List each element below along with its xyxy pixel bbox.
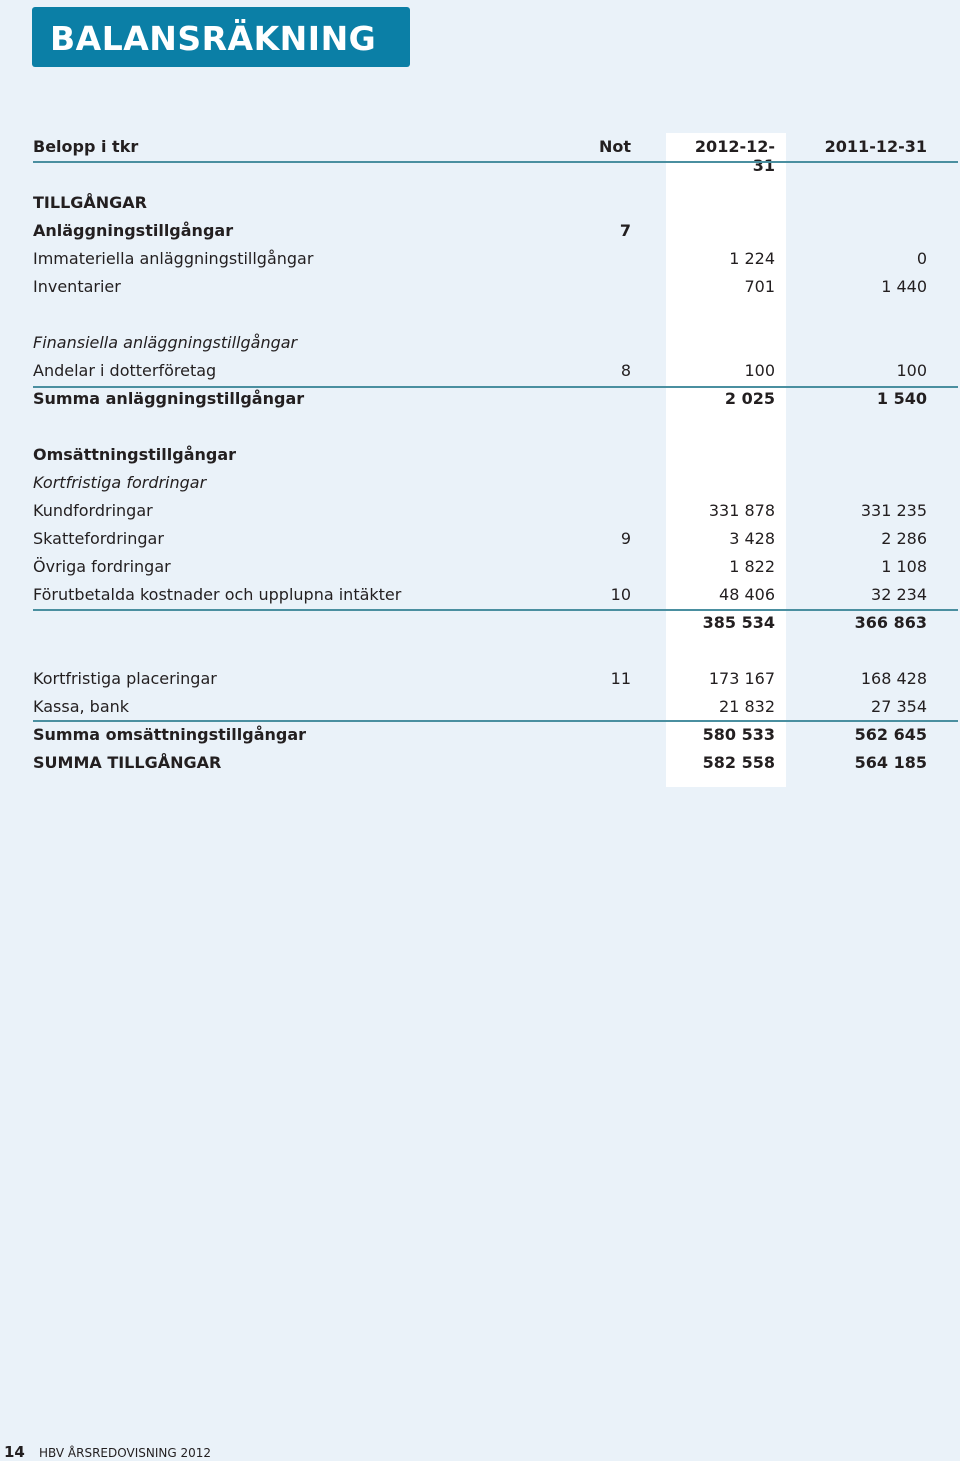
row-value-2012: 173 167 bbox=[708, 669, 775, 688]
row-value-2012: 48 406 bbox=[719, 585, 775, 604]
row-value-2011: 0 bbox=[916, 249, 927, 268]
row-label: Andelar i dotterföretag bbox=[33, 361, 217, 380]
row-note: 9 bbox=[620, 529, 631, 548]
row-value-2011: 2 286 bbox=[881, 529, 927, 548]
row-label: Kundfordringar bbox=[33, 501, 153, 520]
table-header-row bbox=[33, 133, 958, 175]
row-label: Anläggningstillgångar bbox=[33, 221, 234, 240]
row-label: Inventarier bbox=[33, 277, 121, 296]
row-note: 8 bbox=[620, 361, 631, 380]
row-label: Immateriella anläggningstillgångar bbox=[33, 249, 314, 268]
header-amount-label: Belopp i tkr bbox=[33, 137, 139, 156]
row-value-2011: 27 354 bbox=[871, 697, 927, 716]
row-value-2011: 562 645 bbox=[854, 725, 927, 744]
row-value-2011: 1 108 bbox=[881, 557, 927, 576]
table-row bbox=[33, 273, 958, 301]
row-value-2011: 564 185 bbox=[854, 753, 927, 772]
row-value-2012: 1 822 bbox=[729, 557, 775, 576]
header-rule bbox=[33, 161, 958, 163]
table-row-fixed-assets-heading bbox=[33, 217, 958, 245]
row-note: 7 bbox=[619, 221, 631, 240]
table-row bbox=[33, 497, 958, 525]
row-value-2012: 1 224 bbox=[729, 249, 775, 268]
row-value-2011: 1 440 bbox=[881, 277, 927, 296]
row-label: TILLGÅNGAR bbox=[33, 193, 147, 212]
table-row bbox=[33, 665, 958, 693]
table-row-subtotal bbox=[33, 721, 958, 749]
row-value-2012: 331 878 bbox=[708, 501, 775, 520]
row-note: 11 bbox=[610, 669, 631, 688]
row-label: Kortfristiga placeringar bbox=[33, 669, 217, 688]
row-value-2011: 32 234 bbox=[871, 585, 927, 604]
row-value-2012: 100 bbox=[744, 361, 775, 380]
row-value-2012: 701 bbox=[744, 277, 775, 296]
table-row bbox=[33, 553, 958, 581]
publication-name: HBV ÅRSREDOVISNING 2012 bbox=[39, 1446, 211, 1460]
row-label: Skattefordringar bbox=[33, 529, 164, 548]
row-label: Förutbetalda kostnader och upplupna intäkter bbox=[33, 585, 402, 604]
header-note: Not bbox=[598, 137, 631, 156]
page-number: 14 bbox=[4, 1443, 25, 1461]
table-row bbox=[33, 693, 958, 721]
row-label: SUMMA TILLGÅNGAR bbox=[33, 753, 222, 772]
row-value-2012: 21 832 bbox=[719, 697, 775, 716]
table-row-receivables-total bbox=[33, 609, 958, 637]
table-row-subheading bbox=[33, 469, 958, 497]
page-footer bbox=[4, 1443, 211, 1461]
row-label: Kassa, bank bbox=[33, 697, 130, 716]
row-value-2011: 1 540 bbox=[876, 389, 927, 408]
table-row-grand-total bbox=[33, 749, 958, 777]
header-col-2011: 2011-12-31 bbox=[824, 137, 927, 156]
table-row-section-heading bbox=[33, 189, 958, 217]
row-value-2011: 168 428 bbox=[860, 669, 927, 688]
row-note: 10 bbox=[610, 585, 631, 604]
page-title-banner bbox=[32, 7, 410, 67]
table-row bbox=[33, 525, 958, 553]
table-row bbox=[33, 245, 958, 273]
row-value-2012: 3 428 bbox=[729, 529, 775, 548]
header-col-2012: 2012-12-31 bbox=[694, 137, 775, 175]
row-value-2011: 366 863 bbox=[854, 613, 927, 632]
row-value-2012: 580 533 bbox=[702, 725, 775, 744]
table-row-subtotal bbox=[33, 385, 958, 413]
row-value-2011: 331 235 bbox=[860, 501, 927, 520]
row-label: Omsättningstillgångar bbox=[33, 445, 237, 464]
row-value-2012: 385 534 bbox=[702, 613, 775, 632]
table-row-subheading bbox=[33, 329, 958, 357]
row-label: Summa anläggningstillgångar bbox=[33, 389, 305, 408]
row-label: Kortfristiga fordringar bbox=[33, 473, 207, 492]
page-title: BALANSRÄKNING bbox=[50, 19, 377, 58]
row-value-2012: 2 025 bbox=[724, 389, 775, 408]
row-label: Summa omsättningstillgångar bbox=[33, 725, 307, 744]
row-label: Finansiella anläggningstillgångar bbox=[33, 333, 298, 352]
row-value-2011: 100 bbox=[896, 361, 927, 380]
table-row-current-assets-heading bbox=[33, 441, 958, 469]
table-row bbox=[33, 581, 958, 609]
row-value-2012: 582 558 bbox=[702, 753, 775, 772]
table-row bbox=[33, 357, 958, 385]
row-label: Övriga fordringar bbox=[33, 557, 171, 576]
